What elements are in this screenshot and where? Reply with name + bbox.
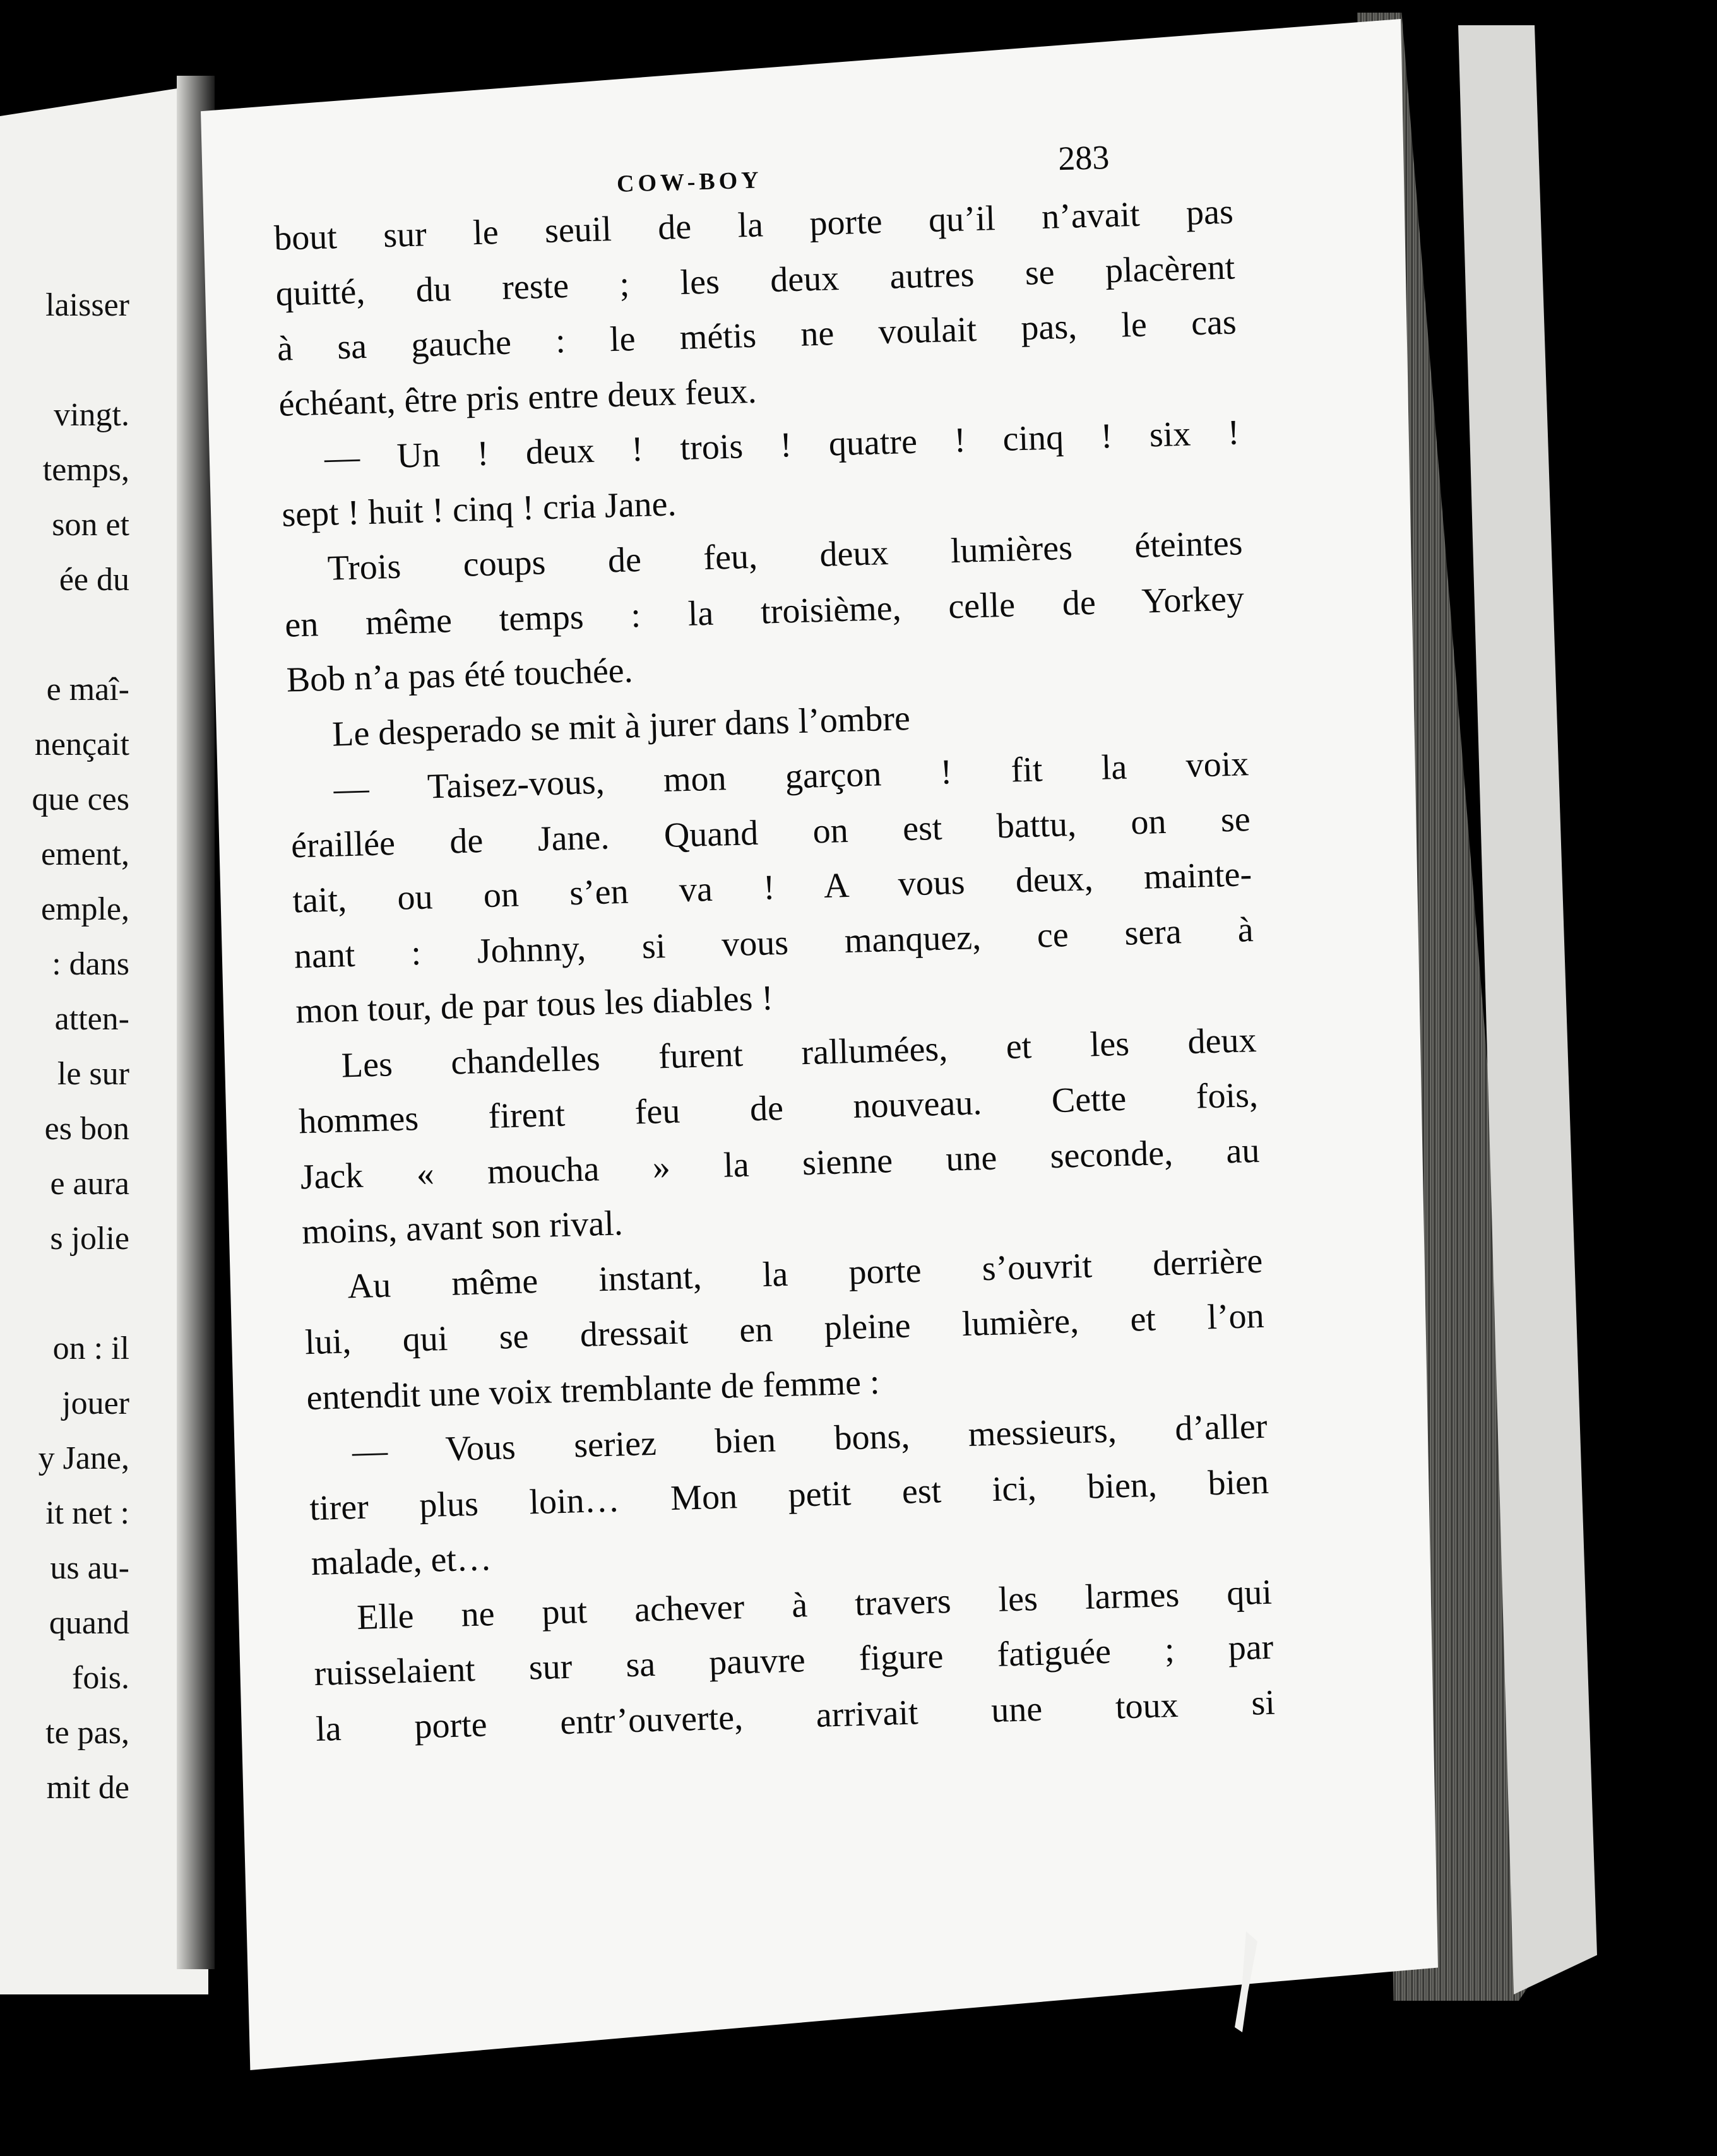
left-page-line: fois.	[72, 1660, 129, 1696]
left-page-text	[0, 278, 129, 1815]
left-page-line: s jolie	[50, 1221, 129, 1257]
text-line: la porte entr’ouverte, arrivait une toux si	[315, 1683, 1276, 1749]
left-page-line: son et	[52, 507, 129, 543]
left-page-line	[0, 607, 129, 662]
left-page-line: nençait	[34, 726, 129, 762]
page-number: 283	[1057, 138, 1110, 178]
left-page-line: laisser	[45, 287, 129, 323]
text-line: lui, qui se dressait en pleine lumière, et l’on	[304, 1296, 1265, 1363]
text-line: — Un ! deux ! trois ! quatre ! cinq ! six !	[324, 413, 1240, 478]
left-page-line: : dans	[52, 946, 129, 982]
left-page-line: que ces	[32, 781, 129, 817]
left-page-line: le sur	[57, 1056, 129, 1092]
left-page-line: quand	[49, 1605, 129, 1641]
text-line: mon tour, de par tous les diables !	[295, 978, 774, 1031]
text-line: Le desperado se mit à jurer dans l’ombre	[331, 698, 911, 754]
text-line: entendit une voix tremblante de femme :	[306, 1362, 881, 1418]
left-page-line: ée du	[59, 562, 129, 598]
left-page-line: on : il	[52, 1330, 129, 1366]
text-line: bout sur le seuil de la porte qu’il n’avait pas	[273, 192, 1234, 258]
running-title: COW-BOY	[616, 167, 763, 198]
left-page-line: es bon	[44, 1111, 129, 1147]
text-line: Au même instant, la porte s’ouvrit derrière	[347, 1241, 1263, 1306]
left-page-line: jouer	[62, 1385, 129, 1421]
text-line: sept ! huit ! cinq ! cria Jane.	[281, 483, 677, 535]
left-page-line: y Jane,	[38, 1440, 129, 1476]
text-line: en même temps : la troisième, celle de Yorkey	[284, 578, 1245, 645]
left-page-line: it net :	[45, 1495, 129, 1531]
text-line: malade, et…	[311, 1539, 492, 1584]
text-line: échéant, être pris entre deux feux.	[278, 371, 758, 424]
left-page-line	[0, 1266, 129, 1321]
left-page-line: mit de	[46, 1770, 129, 1806]
page-content	[271, 116, 1276, 1757]
text-line: hommes firent feu de nouveau. Cette fois,	[298, 1075, 1259, 1142]
text-line: — Vous seriez bien bons, messieurs, d’aller	[352, 1406, 1268, 1472]
text-line: moins, avant son rival.	[301, 1204, 624, 1252]
left-page-line: us au-	[50, 1550, 129, 1586]
text-line: quitté, du reste ; les deux autres se placèrent	[275, 247, 1235, 314]
text-line: nant : Johnny, si vous manquez, ce sera à	[294, 909, 1254, 976]
text-line: à sa gauche : le métis ne voulait pas, le cas	[276, 302, 1237, 369]
text-line: Bob n’a pas été touchée.	[285, 651, 634, 700]
body-text	[273, 185, 1276, 1757]
left-page-line: ement,	[40, 836, 129, 872]
left-page-line: e aura	[50, 1166, 129, 1202]
left-page-line: temps,	[42, 452, 129, 488]
left-page-line: vingt.	[54, 397, 129, 433]
text-line: Trois coups de feu, deux lumières éteintes	[327, 523, 1244, 588]
text-line: Les chandelles furent rallumées, et les deux	[341, 1020, 1257, 1085]
left-page-line: emple,	[40, 891, 129, 927]
text-line: Jack « moucha » la sienne une seconde, au	[299, 1130, 1261, 1197]
text-line: éraillée de Jane. Quand on est battu, on se	[290, 799, 1251, 866]
left-page-line: te pas,	[45, 1715, 129, 1751]
left-page-line: e maî-	[46, 672, 129, 708]
text-line: tirer plus loin… Mon petit est ici, bien, bien	[309, 1462, 1269, 1528]
left-page-line	[0, 333, 129, 388]
text-line: ruisselaient sur sa pauvre figure fatiguée ; par	[313, 1627, 1274, 1694]
left-page-line: atten-	[54, 1001, 129, 1037]
text-line: Elle ne put achever à travers les larmes qui	[356, 1572, 1273, 1637]
text-line: tait, ou on s’en va ! A vous deux, mainte-	[292, 855, 1252, 921]
text-line: — Taisez-vous, mon garçon ! fit la voix	[333, 744, 1249, 809]
